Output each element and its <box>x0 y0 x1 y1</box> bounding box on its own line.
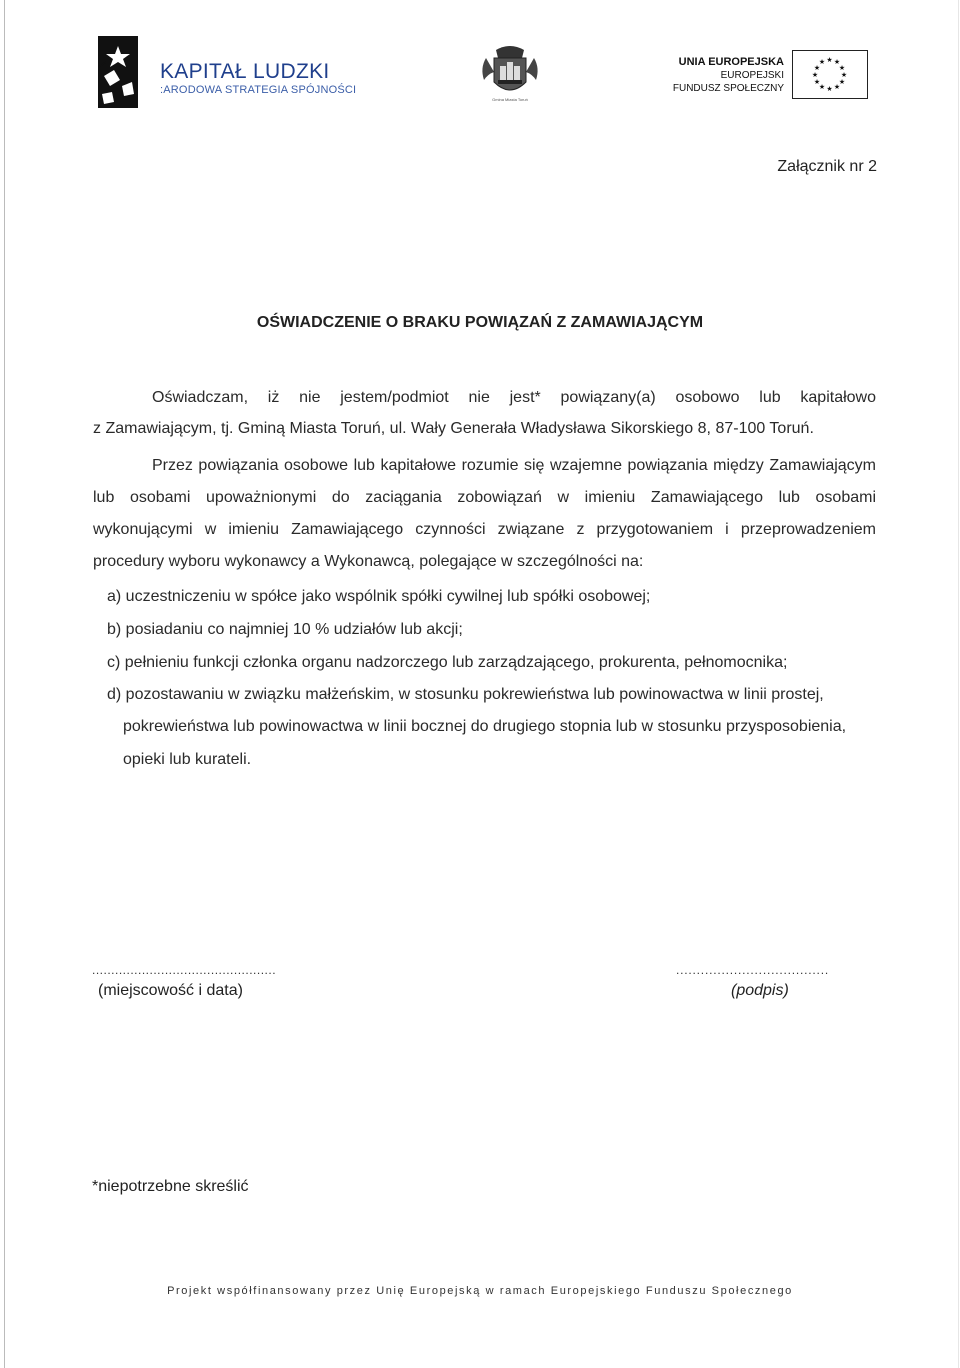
footer-cofinancing-note: Projekt współfinansowany przez Unię Europejską w ramach Europejskiego Funduszu Społecznego <box>167 1285 793 1297</box>
annex-number: Załącznik nr 2 <box>777 158 877 175</box>
svg-text:★: ★ <box>818 83 826 91</box>
definition-line-2: lub osobami upoważnionymi do zaciągania zobowiązań w imieniu Zamawiającego lub osobami <box>93 489 876 506</box>
torun-crest-icon <box>476 44 544 102</box>
statement-line-2: z Zamawiającym, tj. Gminą Miasta Toruń, ul. Wały Generała Władysława Sikorskiego 8, 87-100 Toruń. <box>93 420 814 437</box>
svg-text:★: ★ <box>833 83 841 91</box>
definition-line-4: procedury wyboru wykonawcy a Wykonawcą, polegające w szczególności na: <box>93 553 644 570</box>
list-item-c: c) pełnieniu funkcji członka organu nadzorczego lub zarządzającego, prokurenta, pełnomocnika; <box>107 654 788 671</box>
scan-edge-right <box>958 0 959 1368</box>
kapital-ludzki-title: KAPITAŁ LUDZKI <box>160 60 330 83</box>
eu-line-2: EUROPEJSKI <box>720 70 784 81</box>
page-title: OŚWIADCZENIE O BRAKU POWIĄZAŃ Z ZAMAWIAJĄCYM <box>256 314 704 331</box>
eu-stars-icon <box>793 51 866 97</box>
list-item-d-continuation-2: opieki lub kurateli. <box>123 751 252 768</box>
svg-text:★: ★ <box>838 78 846 86</box>
footnote: *niepotrzebne skreślić <box>92 1178 249 1195</box>
kapital-ludzki-logo-icon <box>98 36 138 108</box>
svg-text:★: ★ <box>838 64 846 72</box>
list-item-d: d) pozostawaniu w związku małżeńskim, w stosunku pokrewieństwa lub powinowactwa w linii prostej, <box>107 686 824 703</box>
definition-line-1: Przez powiązania osobowe lub kapitałowe rozumie się wzajemne powiązania między Zamawiającym <box>152 457 876 474</box>
list-item-a: a) uczestniczeniu w spółce jako wspólnik spółki cywilnej lub spółki osobowej; <box>107 588 651 605</box>
list-item-d-continuation-1: pokrewieństwa lub powinowactwa w linii bocznej do drugiego stopnia lub w stosunku przysposobienia, <box>123 718 847 735</box>
place-date-dotted-line: ................................................ <box>92 963 277 977</box>
definition-line-3: wykonującymi w imieniu Zamawiającego czynności związane z przygotowaniem i przeprowadzeniem <box>93 521 876 538</box>
svg-text:★: ★ <box>811 71 819 79</box>
svg-text:★: ★ <box>833 58 841 66</box>
svg-text:★: ★ <box>840 71 848 79</box>
eu-line-3: FUNDUSZ SPOŁECZNY <box>672 83 784 94</box>
list-item-b: b) posiadaniu co najmniej 10 % udziałów lub akcji; <box>107 621 463 638</box>
place-date-label: (miejscowość i data) <box>98 982 243 999</box>
svg-text:★: ★ <box>826 85 833 93</box>
eu-flag-icon <box>792 50 868 99</box>
svg-text:★: ★ <box>818 58 826 66</box>
kapital-ludzki-subtitle: :ARODOWA STRATEGIA SPÓJNOŚCI <box>160 84 357 96</box>
statement-line-1: Oświadczam, iż nie jestem/podmiot nie jest* powiązany(a) osobowo lub kapitałowo <box>152 389 876 406</box>
eu-text-block <box>640 56 784 95</box>
svg-text:★: ★ <box>813 64 821 72</box>
crest-caption: Gmina Miasta Toruń <box>492 97 528 102</box>
scan-edge <box>4 0 5 1368</box>
eu-line-1: UNIA EUROPEJSKA <box>678 56 784 68</box>
signature-dotted-line: ..................................... <box>676 963 829 977</box>
svg-text:★: ★ <box>813 78 821 86</box>
svg-text:★: ★ <box>826 56 833 64</box>
signature-label: (podpis) <box>731 982 789 999</box>
